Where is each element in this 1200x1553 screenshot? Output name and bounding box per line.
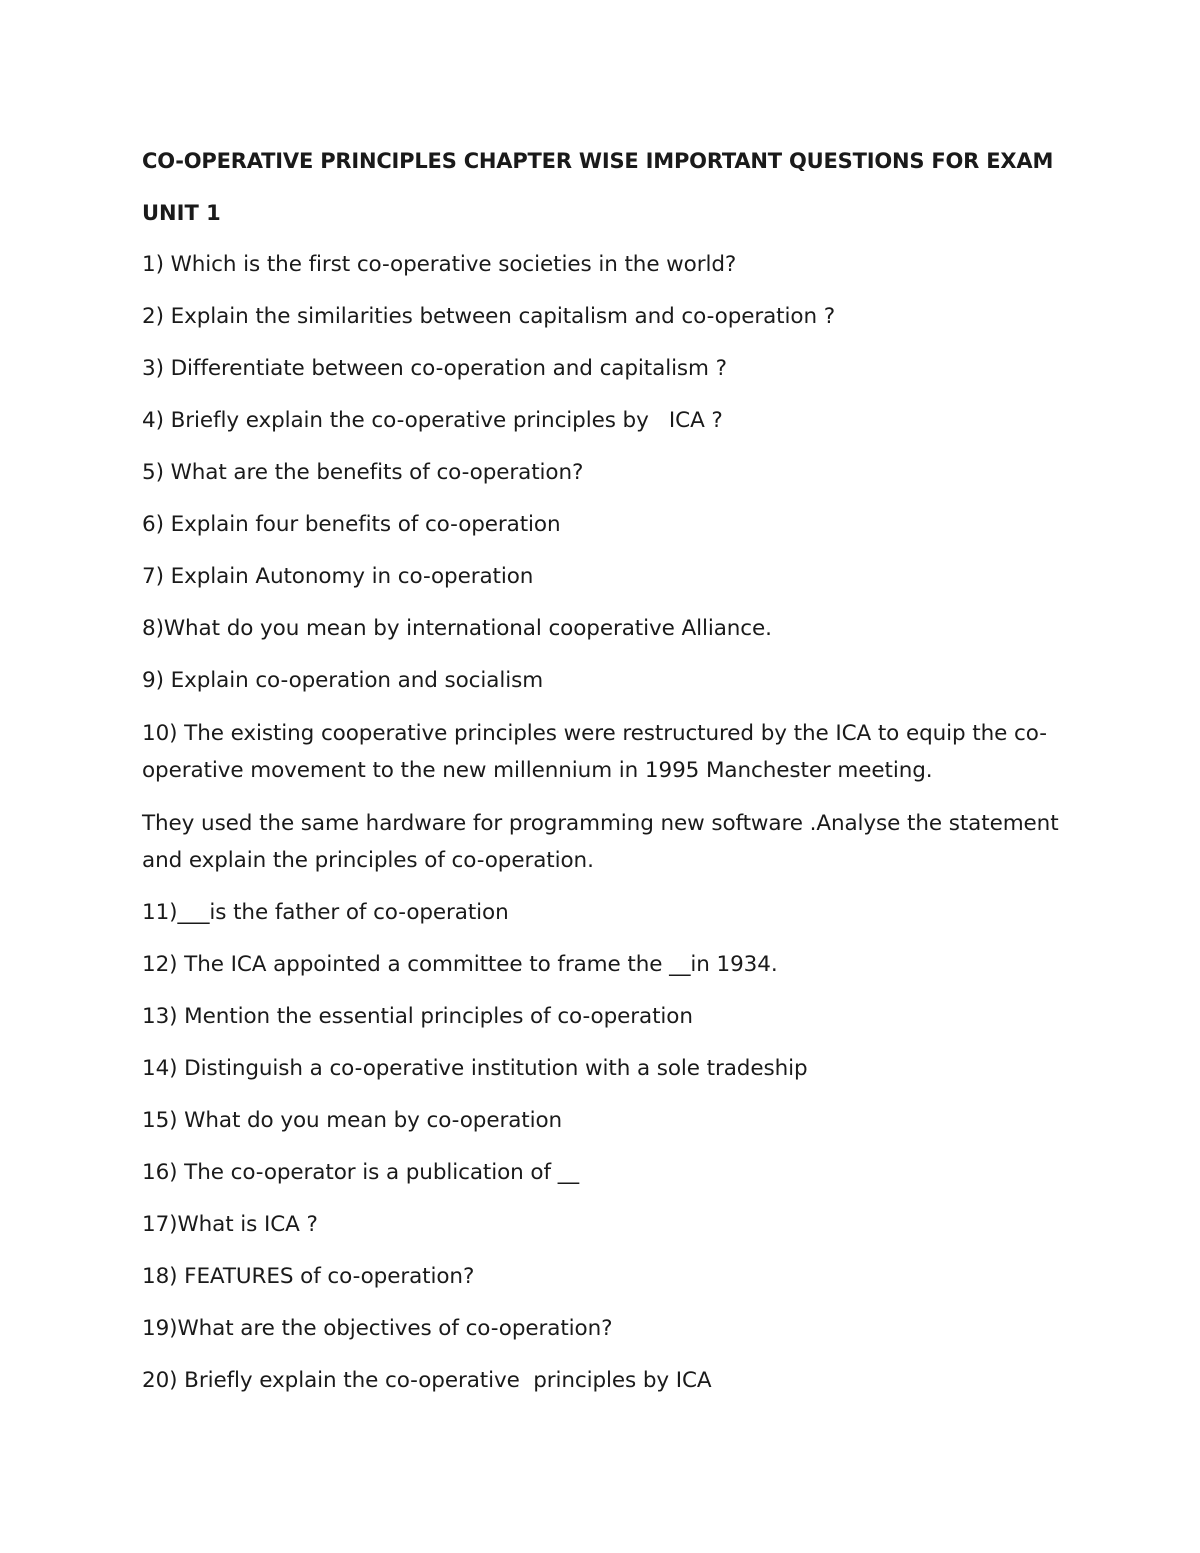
question-2: 2) Explain the similarities between capitalism and co-operation ? [142, 304, 836, 329]
question-6: 6) Explain four benefits of co-operation [142, 512, 561, 537]
question-3: 3) Differentiate between co-operation and capitalism ? [142, 356, 727, 381]
question-9: 9) Explain co-operation and socialism [142, 668, 544, 693]
question-11: 11)___is the father of co-operation [142, 900, 509, 925]
question-1: 1) Which is the first co-operative societies in the world? [142, 252, 737, 277]
question-16: 16) The co-operator is a publication of __ [142, 1160, 579, 1185]
question-13: 13) Mention the essential principles of co-operation [142, 1004, 693, 1029]
question-18: 18) FEATURES of co-operation? [142, 1264, 475, 1289]
question-5: 5) What are the benefits of co-operation? [142, 460, 584, 485]
question-7: 7) Explain Autonomy in co-operation [142, 564, 534, 589]
question-14: 14) Distinguish a co-operative institution with a sole tradeship [142, 1056, 808, 1081]
document-title: CO-OPERATIVE PRINCIPLES CHAPTER WISE IMPORTANT QUESTIONS FOR EXAM [142, 149, 1054, 173]
question-17: 17)What is ICA ? [142, 1212, 318, 1237]
question-8: 8)What do you mean by international cooperative Alliance. [142, 616, 772, 641]
document-page [142, 143, 1062, 1415]
question-10-continuation: They used the same hardware for programming new software .Analyse the statement and explain the principles of co-operation. [142, 811, 1059, 873]
question-20: 20) Briefly explain the co-operative principles by ICA [142, 1368, 712, 1393]
question-12: 12) The ICA appointed a committee to frame the __in 1934. [142, 952, 778, 977]
question-15: 15) What do you mean by co-operation [142, 1108, 563, 1133]
question-4: 4) Briefly explain the co-operative principles by ICA ? [142, 408, 723, 433]
question-19: 19)What are the objectives of co-operation? [142, 1316, 613, 1341]
unit-heading: UNIT 1 [142, 201, 221, 225]
question-10: 10) The existing cooperative principles were restructured by the ICA to equip the co-operative movement to the new millennium in 1995 Manchester meeting. [142, 721, 1047, 783]
